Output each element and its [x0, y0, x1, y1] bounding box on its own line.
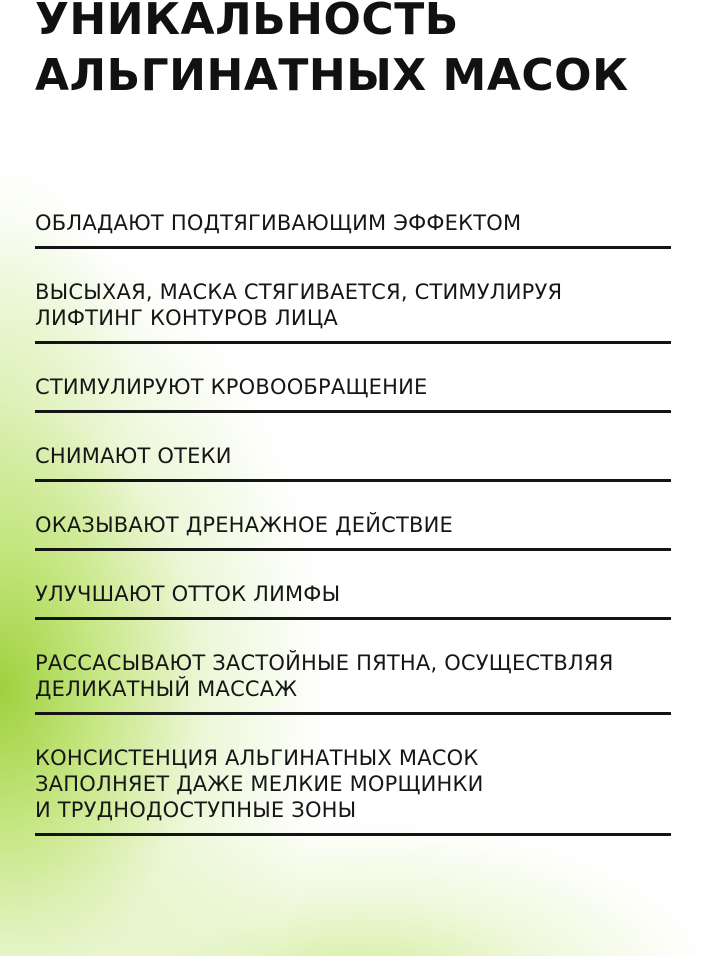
- feature-text: СТИМУЛИРУЮТ КРОВООБРАЩЕНИЕ: [35, 375, 428, 399]
- feature-item-drainage: [35, 507, 671, 551]
- page-title-line-2: АЛЬГИНАТНЫХ МАСОК: [35, 50, 629, 101]
- feature-item-wrinkle-filling: [35, 740, 671, 836]
- feature-item-blood-circulation: [35, 369, 671, 413]
- feature-text: УЛУЧШАЮТ ОТТОК ЛИМФЫ: [35, 582, 341, 606]
- feature-text: РАССАСЫВАЮТ ЗАСТОЙНЫЕ ПЯТНА, ОСУЩЕСТВЛЯЯ ДЕЛИКАТНЫЙ МАССАЖ: [35, 651, 614, 701]
- feature-text: ВЫСЫХАЯ, МАСКА СТЯГИВАЕТСЯ, СТИМУЛИРУЯ ЛИФТИНГ КОНТУРОВ ЛИЦА: [35, 280, 563, 330]
- feature-item-contour-lifting: [35, 274, 671, 344]
- feature-item-lymph-flow: [35, 576, 671, 620]
- page-title: [35, 0, 629, 104]
- feature-text: СНИМАЮТ ОТЕКИ: [35, 444, 232, 468]
- feature-item-spot-resorption: [35, 645, 671, 715]
- feature-text: КОНСИСТЕНЦИЯ АЛЬГИНАТНЫХ МАСОК ЗАПОЛНЯЕТ ДАЖЕ МЕЛКИЕ МОРЩИНКИ И ТРУДНОДОСТУПНЫЕ ЗОНЫ: [35, 746, 484, 822]
- feature-item-lifting-effect: [35, 205, 671, 249]
- page-title-line-1: УНИКАЛЬНОСТЬ: [35, 0, 459, 45]
- feature-list: [35, 205, 671, 861]
- feature-item-reduce-swelling: [35, 438, 671, 482]
- feature-text: ОКАЗЫВАЮТ ДРЕНАЖНОЕ ДЕЙСТВИЕ: [35, 513, 453, 537]
- feature-text: ОБЛАДАЮТ ПОДТЯГИВАЮЩИМ ЭФФЕКТОМ: [35, 211, 522, 235]
